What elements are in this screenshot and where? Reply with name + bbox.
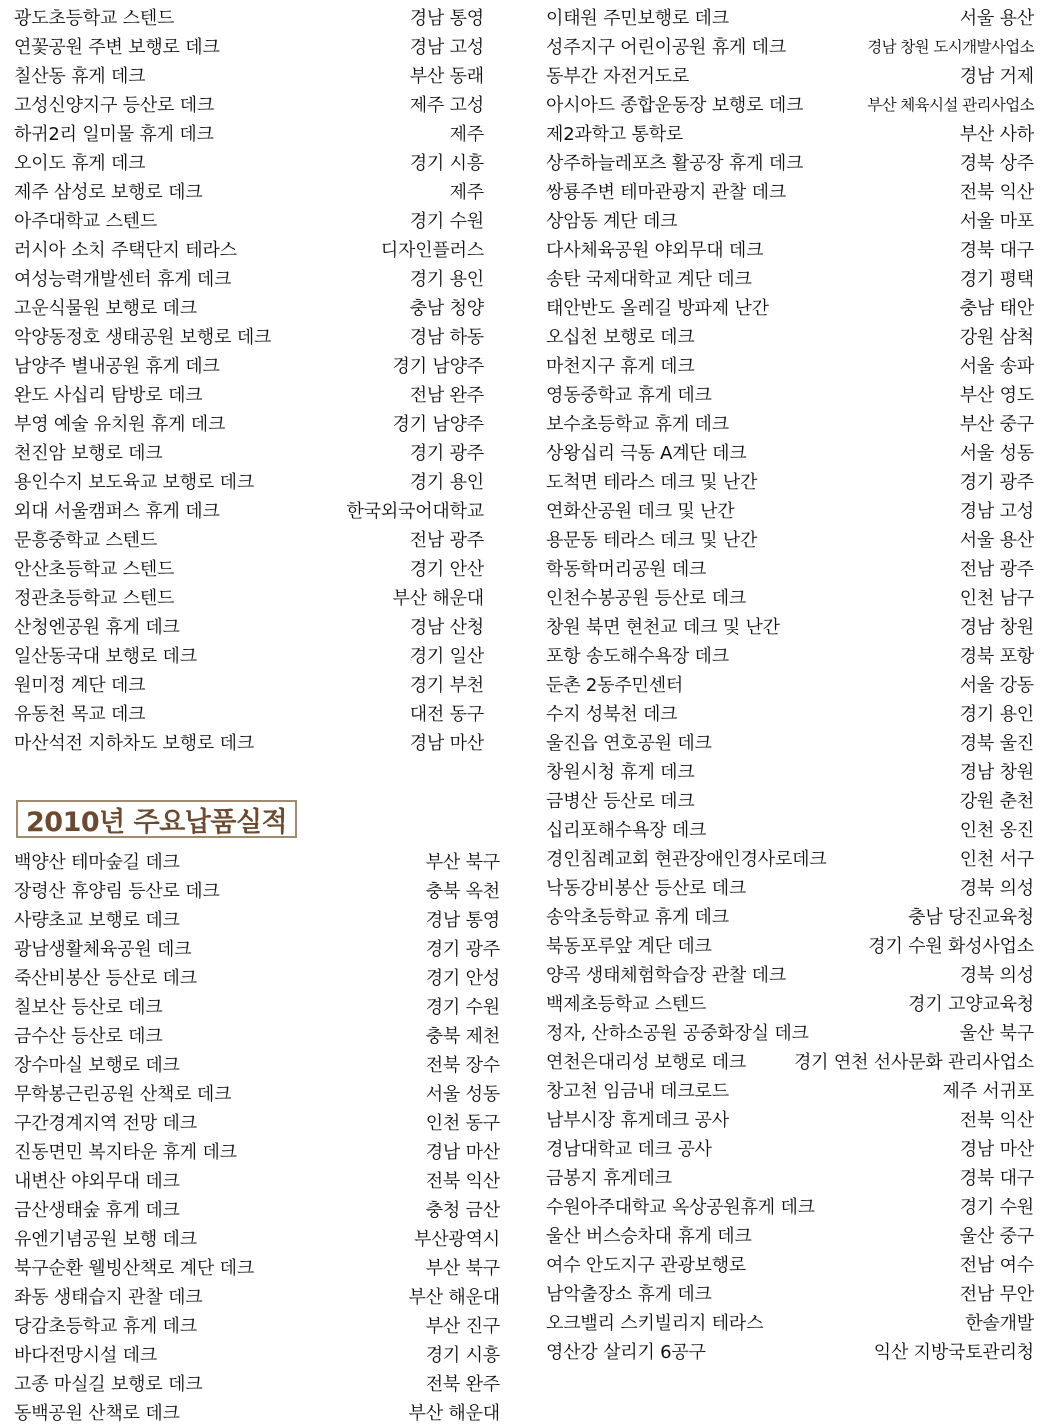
project-row [14,1194,500,1223]
project-row [546,321,1034,350]
project-name: 백양산 테마숲길 데크 [14,851,180,873]
project-row [546,669,1034,698]
project-location: 경기 용인 [409,268,484,290]
project-name: 포항 송도해수욕장 데크 [546,645,729,667]
project-location: 경북 대구 [959,1167,1034,1189]
project-location: 부산 해운대 [408,1286,500,1308]
project-name: 연천은대리성 보행로 데크 [546,1051,747,1073]
project-row [546,495,1034,524]
project-name: 유엔기념공원 보행 데크 [14,1228,197,1250]
project-name: 용인수지 보도육교 보행로 데크 [14,471,255,493]
project-name: 장수마실 보행로 데크 [14,1054,180,1076]
project-location: 경북 의성 [959,877,1034,899]
project-name: 경남대학교 데크 공사 [546,1138,712,1160]
project-name: 구간경계지역 전망 데크 [14,1112,197,1134]
project-location: 경남 고성 [959,500,1034,522]
project-name: 쌍룡주변 테마관광지 관찰 데크 [546,181,787,203]
project-name: 다사체육공원 야외무대 데크 [546,239,764,261]
project-row [546,89,1034,118]
project-location: 충북 제천 [425,1025,500,1047]
project-row [14,1223,500,1252]
project-name: 고성신양지구 등산로 데크 [14,94,215,116]
project-location: 경남 마산 [959,1138,1034,1160]
project-row [546,408,1034,437]
project-location: 부산 북구 [425,1257,500,1279]
project-row [546,350,1034,379]
project-row [546,756,1034,785]
project-row [14,176,484,205]
project-row [14,640,484,669]
project-location: 경기 수원 [959,1196,1034,1218]
project-row [14,727,484,756]
project-location: 경남 창원 도시개발사업소 [867,37,1034,56]
project-row [546,176,1034,205]
project-location: 서울 용산 [959,529,1034,551]
project-name: 창원 북면 현천교 데크 및 난간 [546,616,780,638]
project-row [14,89,484,118]
project-name: 악양동정호 생태공원 보행로 데크 [14,326,272,348]
project-name: 마산석전 지하차도 보행로 데크 [14,732,255,754]
project-name: 원미정 계단 데크 [14,674,146,696]
project-location: 경기 시흥 [425,1344,500,1366]
project-location: 부산 북구 [425,851,500,873]
project-name: 보수초등학교 휴게 데크 [546,413,729,435]
project-row [546,263,1034,292]
project-row [546,1075,1034,1104]
project-location: 전북 익산 [959,1109,1034,1131]
project-location: 경북 포항 [959,645,1034,667]
project-location: 인천 서구 [959,848,1034,870]
project-name: 오이도 휴게 데크 [14,152,146,174]
project-row [546,901,1034,930]
project-row [14,408,484,437]
project-row [14,1339,500,1368]
project-row [14,147,484,176]
project-row [546,785,1034,814]
project-location: 경기 수원 화성사업소 [868,935,1034,957]
project-name: 울산 버스승차대 휴게 데크 [546,1225,752,1247]
project-name: 고종 마실길 보행로 데크 [14,1373,203,1395]
project-location: 제주 고성 [409,94,484,116]
project-location: 경기 부천 [409,674,484,696]
project-name: 고운식물원 보행로 데크 [14,297,197,319]
project-name: 남양주 별내공원 휴게 데크 [14,355,220,377]
project-location: 경기 일산 [409,645,484,667]
project-location: 한국외국어대학교 [346,500,484,522]
project-name: 남악출장소 휴게 데크 [546,1283,712,1305]
project-name: 정관초등학교 스텐드 [14,587,175,609]
project-row [14,60,484,89]
project-row [14,118,484,147]
project-name: 여성능력개발센터 휴게 데크 [14,268,232,290]
project-row [14,350,484,379]
project-location: 강원 삼척 [959,326,1034,348]
project-location: 전남 무안 [959,1283,1034,1305]
project-row [14,1252,500,1281]
project-name: 제2과학고 통학로 [546,123,684,145]
project-location: 경기 광주 [409,442,484,464]
project-row [546,60,1034,89]
project-location: 경기 남양주 [392,413,484,435]
project-name: 좌동 생태습지 관찰 데크 [14,1286,203,1308]
project-name: 영산강 살리기 6공구 [546,1341,706,1363]
project-location: 경기 수원 [425,996,500,1018]
project-location: 한솔개발 [965,1312,1034,1334]
project-name: 일산동국대 보행로 데크 [14,645,197,667]
project-location: 경남 창원 [959,616,1034,638]
project-location: 서울 마포 [959,210,1034,232]
project-name: 당감초등학교 휴게 데크 [14,1315,197,1337]
project-row [14,524,484,553]
project-row [546,698,1034,727]
project-location: 울산 북구 [959,1022,1034,1044]
project-row [14,875,500,904]
project-row [14,234,484,263]
project-row [14,991,500,1020]
project-name: 제주 삼성로 보행로 데크 [14,181,203,203]
project-location: 부산 해운대 [408,1402,500,1424]
project-row [14,1020,500,1049]
project-location: 디자인플러스 [380,239,484,261]
project-row [546,234,1034,263]
project-row [14,495,484,524]
project-row [546,959,1034,988]
project-location: 제주 서귀포 [942,1080,1034,1102]
project-name: 칠산동 휴게 데크 [14,65,146,87]
project-row [14,205,484,234]
project-name: 영동중학교 휴게 데크 [546,384,712,406]
project-location: 경기 용인 [959,703,1034,725]
project-location: 서울 송파 [959,355,1034,377]
project-location: 부산 영도 [959,384,1034,406]
project-row [546,466,1034,495]
project-row [546,553,1034,582]
project-name: 도척면 테라스 데크 및 난간 [546,471,758,493]
project-name: 무학봉근린공원 산책로 데크 [14,1083,232,1105]
project-name: 유동천 목교 데크 [14,703,146,725]
project-location: 경남 거제 [959,65,1034,87]
project-location: 경남 통영 [425,909,500,931]
project-location: 경기 고양교육청 [908,993,1034,1015]
project-location: 부산 진구 [425,1315,500,1337]
project-name: 동부간 자전거도로 [546,65,690,87]
project-name: 장령산 휴양림 등산로 데크 [14,880,220,902]
section-title-2010: 2010년 주요납품실적 [16,800,297,838]
project-location: 전남 여수 [959,1254,1034,1276]
project-location: 전북 익산 [425,1170,500,1192]
project-row [546,640,1034,669]
project-row [14,611,484,640]
project-location: 부산 해운대 [392,587,484,609]
project-location: 충북 옥천 [425,880,500,902]
project-row [546,930,1034,959]
project-name: 태안반도 올레길 방파제 난간 [546,297,769,319]
project-location: 충청 금산 [425,1199,500,1221]
project-row [14,904,500,933]
project-location: 전남 완주 [409,384,484,406]
project-row [14,437,484,466]
project-row [546,31,1034,60]
project-row [14,582,484,611]
project-name: 금수산 등산로 데크 [14,1025,163,1047]
project-name: 인천수봉공원 등산로 데크 [546,587,747,609]
project-row [14,1397,500,1426]
project-name: 오십천 보행로 데크 [546,326,695,348]
project-name: 상주하늘레포츠 활공장 휴게 데크 [546,152,804,174]
project-name: 안산초등학교 스텐드 [14,558,175,580]
project-row [546,2,1034,31]
project-name: 남부시장 휴게데크 공사 [546,1109,729,1131]
project-location: 충남 태안 [959,297,1034,319]
project-row [14,553,484,582]
project-location: 경남 하동 [409,326,484,348]
project-name: 연화산공원 데크 및 난간 [546,500,735,522]
project-name: 십리포해수욕장 데크 [546,819,707,841]
project-location: 경기 남양주 [392,355,484,377]
project-name: 창고천 임금내 데크로드 [546,1080,729,1102]
project-name: 성주지구 어린이공원 휴게 데크 [546,36,787,58]
project-row [14,321,484,350]
project-location: 경북 상주 [959,152,1034,174]
project-location: 경기 안성 [425,967,500,989]
project-location: 경남 통영 [409,7,484,29]
project-row [546,379,1034,408]
project-name: 완도 사십리 탐방로 데크 [14,384,203,406]
project-location: 부산 체육시설 관리사업소 [867,95,1034,114]
project-location: 전북 장수 [425,1054,500,1076]
project-row [546,1307,1034,1336]
project-row [546,872,1034,901]
project-location: 경남 산청 [409,616,484,638]
project-row [546,1162,1034,1191]
project-row [14,263,484,292]
project-name: 둔촌 2동주민센터 [546,674,684,696]
project-row [14,1049,500,1078]
project-list-2010 [14,846,500,1426]
project-name: 창원시청 휴게 데크 [546,761,695,783]
project-name: 산청엔공원 휴게 데크 [14,616,180,638]
project-row [546,292,1034,321]
project-row [546,524,1034,553]
project-name: 천진암 보행로 데크 [14,442,163,464]
project-name: 오크밸리 스키빌리지 테라스 [546,1312,764,1334]
project-location: 경남 고성 [409,36,484,58]
project-location: 경북 울진 [959,732,1034,754]
project-row [546,727,1034,756]
project-name: 외대 서울캠퍼스 휴게 데크 [14,500,220,522]
project-name: 수지 성북천 데크 [546,703,678,725]
project-name: 상암동 계단 데크 [546,210,678,232]
project-row [546,1249,1034,1278]
project-row [14,31,484,60]
project-location: 서울 성동 [425,1083,500,1105]
project-name: 학동학머리공원 데크 [546,558,707,580]
project-name: 북구순환 웰빙산책로 계단 데크 [14,1257,255,1279]
project-location: 서울 강동 [959,674,1034,696]
project-row [546,1336,1034,1365]
project-row [546,1046,1034,1075]
project-name: 문흥중학교 스텐드 [14,529,158,551]
project-row [14,933,500,962]
left-project-list [14,2,484,756]
project-row [14,846,500,875]
project-name: 하귀2리 일미물 휴게 데크 [14,123,214,145]
project-name: 죽산비봉산 등산로 데크 [14,967,197,989]
project-row [546,1220,1034,1249]
project-row [546,1133,1034,1162]
project-location: 경기 평택 [959,268,1034,290]
project-name: 이태원 주민보행로 데크 [546,7,729,29]
project-name: 상왕십리 극동 A계단 데크 [546,442,747,464]
project-location: 부산광역시 [414,1228,500,1250]
project-name: 바다전망시설 데크 [14,1344,158,1366]
project-location: 부산 사하 [959,123,1034,145]
project-name: 백제초등학교 스텐드 [546,993,707,1015]
project-name: 수원아주대학교 옥상공원휴게 데크 [546,1196,815,1218]
project-name: 금병산 등산로 데크 [546,790,695,812]
project-location: 경기 광주 [425,938,500,960]
project-location: 인천 옹진 [959,819,1034,841]
project-name: 아주대학교 스텐드 [14,210,158,232]
project-location: 인천 남구 [959,587,1034,609]
project-name: 금봉지 휴게데크 [546,1167,672,1189]
project-row [546,843,1034,872]
project-name: 사량초교 보행로 데크 [14,909,180,931]
project-name: 양곡 생태체험학습장 관찰 데크 [546,964,787,986]
project-location: 제주 [449,181,484,203]
project-row [546,988,1034,1017]
project-location: 부산 중구 [959,413,1034,435]
project-row [14,1078,500,1107]
project-row [14,1368,500,1397]
project-name: 마천지구 휴게 데크 [546,355,695,377]
project-row [14,1107,500,1136]
project-name: 금산생태숲 휴게 데크 [14,1199,180,1221]
project-name: 정자, 산하소공원 공중화장실 데크 [546,1022,809,1044]
project-name: 칠보산 등산로 데크 [14,996,163,1018]
project-name: 용문동 테라스 데크 및 난간 [546,529,758,551]
project-row [14,379,484,408]
project-name: 송악초등학교 휴게 데크 [546,906,729,928]
project-location: 경북 의성 [959,964,1034,986]
project-row [14,1136,500,1165]
project-location: 부산 동래 [409,65,484,87]
project-row [546,205,1034,234]
project-location: 서울 성동 [959,442,1034,464]
project-row [14,1281,500,1310]
project-location: 전북 완주 [425,1373,500,1395]
project-location: 경기 안산 [409,558,484,580]
project-row [546,1104,1034,1133]
project-location: 경남 마산 [425,1141,500,1163]
project-row [546,437,1034,466]
project-row [546,1278,1034,1307]
project-row [546,118,1034,147]
project-row [546,147,1034,176]
project-row [14,1310,500,1339]
project-name: 북동포루앞 계단 데크 [546,935,712,957]
project-row [14,292,484,321]
project-row [546,1191,1034,1220]
project-name: 송탄 국제대학교 계단 데크 [546,268,752,290]
project-location: 전남 광주 [409,529,484,551]
project-name: 부영 예술 유치원 휴게 데크 [14,413,226,435]
project-name: 동백공원 산책로 데크 [14,1402,180,1424]
project-location: 경북 대구 [959,239,1034,261]
project-row [546,814,1034,843]
right-project-list [546,2,1034,1365]
project-location: 충남 청양 [409,297,484,319]
project-row [14,1165,500,1194]
project-name: 광도초등학교 스텐드 [14,7,175,29]
project-name: 울진읍 연호공원 데크 [546,732,712,754]
project-name: 내변산 야외무대 데크 [14,1170,180,1192]
project-location: 인천 동구 [425,1112,500,1134]
project-location: 경기 연천 선사문화 관리사업소 [793,1051,1034,1073]
project-location: 전북 익산 [959,181,1034,203]
project-row [14,962,500,991]
project-name: 경인침례교회 현관장애인경사로데크 [546,848,827,870]
project-location: 제주 [449,123,484,145]
project-location: 강원 춘천 [959,790,1034,812]
project-location: 전남 광주 [959,558,1034,580]
project-row [546,1017,1034,1046]
project-location: 서울 용산 [959,7,1034,29]
project-row [14,2,484,31]
project-name: 진동면민 복지타운 휴게 데크 [14,1141,237,1163]
project-location: 울산 중구 [959,1225,1034,1247]
project-location: 경기 수원 [409,210,484,232]
project-location: 경기 시흥 [409,152,484,174]
project-row [546,582,1034,611]
project-row [546,611,1034,640]
project-row [14,466,484,495]
project-row [14,669,484,698]
project-name: 아시아드 종합운동장 보행로 데크 [546,94,804,116]
project-location: 충남 당진교육청 [908,906,1034,928]
project-row [14,698,484,727]
project-location: 익산 지방국토관리청 [873,1341,1034,1363]
project-location: 대전 동구 [409,703,484,725]
project-name: 러시아 소치 주택단지 테라스 [14,239,237,261]
project-name: 낙동강비봉산 등산로 데크 [546,877,747,899]
project-location: 경기 용인 [409,471,484,493]
project-location: 경남 마산 [409,732,484,754]
project-name: 광남생활체육공원 데크 [14,938,192,960]
project-name: 연꽃공원 주변 보행로 데크 [14,36,220,58]
project-location: 경기 광주 [959,471,1034,493]
project-location: 경남 창원 [959,761,1034,783]
project-name: 여수 안도지구 관광보행로 [546,1254,747,1276]
